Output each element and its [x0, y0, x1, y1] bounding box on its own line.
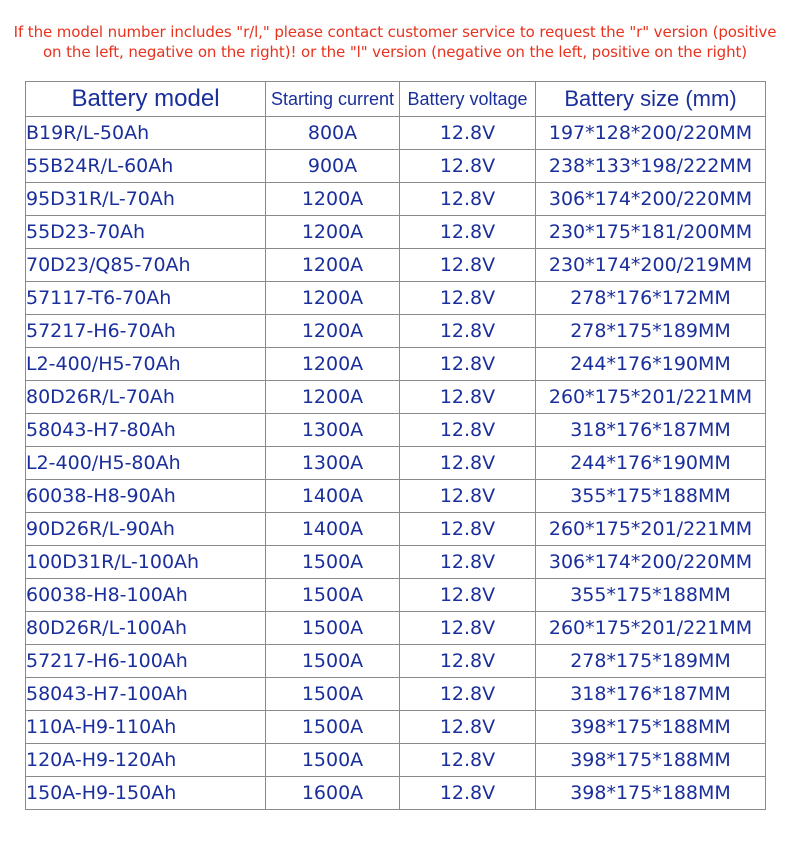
cell-battery-voltage: 12.8V	[400, 348, 536, 381]
header-battery-model: Battery model	[26, 82, 266, 117]
cell-starting-current: 1200A	[266, 249, 400, 282]
cell-starting-current: 1200A	[266, 381, 400, 414]
cell-starting-current: 1400A	[266, 513, 400, 546]
cell-battery-voltage: 12.8V	[400, 282, 536, 315]
header-battery-size: Battery size (mm)	[536, 82, 766, 117]
cell-battery-model: 80D26R/L-100Ah	[26, 612, 266, 645]
table-row	[26, 150, 766, 183]
cell-battery-voltage: 12.8V	[400, 447, 536, 480]
table-row	[26, 546, 766, 579]
table-row	[26, 216, 766, 249]
table-row	[26, 183, 766, 216]
cell-starting-current: 1500A	[266, 612, 400, 645]
header-starting-current: Starting current	[266, 82, 400, 117]
cell-starting-current: 1300A	[266, 414, 400, 447]
cell-battery-voltage: 12.8V	[400, 315, 536, 348]
table-row	[26, 249, 766, 282]
cell-starting-current: 1500A	[266, 744, 400, 777]
cell-battery-size: 244*176*190MM	[536, 348, 766, 381]
cell-battery-model: 70D23/Q85-70Ah	[26, 249, 266, 282]
cell-battery-size: 260*175*201/221MM	[536, 513, 766, 546]
cell-starting-current: 1200A	[266, 183, 400, 216]
cell-battery-voltage: 12.8V	[400, 579, 536, 612]
cell-battery-voltage: 12.8V	[400, 513, 536, 546]
table-body	[26, 117, 766, 810]
table-row	[26, 678, 766, 711]
cell-battery-model: 55D23-70Ah	[26, 216, 266, 249]
cell-battery-voltage: 12.8V	[400, 414, 536, 447]
cell-battery-voltage: 12.8V	[400, 612, 536, 645]
cell-starting-current: 1200A	[266, 282, 400, 315]
table-row	[26, 744, 766, 777]
cell-battery-voltage: 12.8V	[400, 183, 536, 216]
table-row	[26, 315, 766, 348]
table-row	[26, 117, 766, 150]
cell-starting-current: 1500A	[266, 579, 400, 612]
cell-battery-size: 278*175*189MM	[536, 645, 766, 678]
cell-starting-current: 1600A	[266, 777, 400, 810]
customer-service-notice	[0, 22, 790, 62]
cell-starting-current: 1500A	[266, 546, 400, 579]
cell-battery-model: B19R/L-50Ah	[26, 117, 266, 150]
cell-battery-size: 398*175*188MM	[536, 744, 766, 777]
cell-battery-model: 95D31R/L-70Ah	[26, 183, 266, 216]
cell-battery-model: 60038-H8-100Ah	[26, 579, 266, 612]
cell-starting-current: 1500A	[266, 678, 400, 711]
cell-battery-voltage: 12.8V	[400, 711, 536, 744]
cell-battery-voltage: 12.8V	[400, 678, 536, 711]
table-row	[26, 777, 766, 810]
cell-battery-size: 244*176*190MM	[536, 447, 766, 480]
cell-battery-voltage: 12.8V	[400, 249, 536, 282]
cell-battery-model: 150A-H9-150Ah	[26, 777, 266, 810]
table-row	[26, 348, 766, 381]
cell-battery-model: 110A-H9-110Ah	[26, 711, 266, 744]
cell-battery-model: 100D31R/L-100Ah	[26, 546, 266, 579]
table-row	[26, 513, 766, 546]
cell-starting-current: 1200A	[266, 315, 400, 348]
table-row	[26, 645, 766, 678]
cell-battery-size: 355*175*188MM	[536, 480, 766, 513]
table-row	[26, 282, 766, 315]
cell-battery-size: 260*175*201/221MM	[536, 612, 766, 645]
cell-starting-current: 1200A	[266, 216, 400, 249]
cell-battery-model: 120A-H9-120Ah	[26, 744, 266, 777]
cell-starting-current: 900A	[266, 150, 400, 183]
cell-battery-size: 306*174*200/220MM	[536, 546, 766, 579]
table-row	[26, 414, 766, 447]
battery-spec-table	[25, 81, 766, 810]
cell-battery-size: 398*175*188MM	[536, 711, 766, 744]
cell-battery-model: 57217-H6-100Ah	[26, 645, 266, 678]
table-row	[26, 381, 766, 414]
table-row	[26, 480, 766, 513]
cell-battery-voltage: 12.8V	[400, 381, 536, 414]
cell-battery-size: 306*174*200/220MM	[536, 183, 766, 216]
cell-battery-size: 398*175*188MM	[536, 777, 766, 810]
cell-starting-current: 1400A	[266, 480, 400, 513]
table-row	[26, 447, 766, 480]
cell-battery-model: 57117-T6-70Ah	[26, 282, 266, 315]
cell-battery-model: L2-400/H5-80Ah	[26, 447, 266, 480]
notice-line-1: If the model number includes "r/l," please contact customer service to request the "r" version (positive	[13, 23, 777, 41]
cell-battery-size: 238*133*198/222MM	[536, 150, 766, 183]
cell-starting-current: 1300A	[266, 447, 400, 480]
cell-starting-current: 1500A	[266, 711, 400, 744]
cell-starting-current: 1500A	[266, 645, 400, 678]
cell-battery-model: 60038-H8-90Ah	[26, 480, 266, 513]
cell-battery-size: 197*128*200/220MM	[536, 117, 766, 150]
table-row	[26, 612, 766, 645]
cell-battery-size: 230*175*181/200MM	[536, 216, 766, 249]
table-row	[26, 711, 766, 744]
cell-battery-voltage: 12.8V	[400, 117, 536, 150]
cell-battery-model: L2-400/H5-70Ah	[26, 348, 266, 381]
cell-starting-current: 1200A	[266, 348, 400, 381]
cell-battery-model: 90D26R/L-90Ah	[26, 513, 266, 546]
cell-battery-size: 318*176*187MM	[536, 678, 766, 711]
notice-line-2: on the left, negative on the right)! or the "l" version (negative on the left, positive on the right)	[42, 43, 748, 61]
cell-battery-voltage: 12.8V	[400, 777, 536, 810]
cell-battery-size: 278*175*189MM	[536, 315, 766, 348]
cell-battery-size: 230*174*200/219MM	[536, 249, 766, 282]
cell-battery-voltage: 12.8V	[400, 150, 536, 183]
cell-battery-size: 260*175*201/221MM	[536, 381, 766, 414]
cell-battery-model: 80D26R/L-70Ah	[26, 381, 266, 414]
header-battery-voltage: Battery voltage	[400, 82, 536, 117]
table-row	[26, 579, 766, 612]
table-header-row	[26, 82, 766, 117]
cell-battery-voltage: 12.8V	[400, 546, 536, 579]
cell-battery-voltage: 12.8V	[400, 480, 536, 513]
cell-battery-voltage: 12.8V	[400, 216, 536, 249]
cell-battery-model: 58043-H7-80Ah	[26, 414, 266, 447]
cell-battery-voltage: 12.8V	[400, 744, 536, 777]
cell-battery-model: 57217-H6-70Ah	[26, 315, 266, 348]
cell-starting-current: 800A	[266, 117, 400, 150]
cell-battery-model: 55B24R/L-60Ah	[26, 150, 266, 183]
cell-battery-size: 278*176*172MM	[536, 282, 766, 315]
cell-battery-voltage: 12.8V	[400, 645, 536, 678]
cell-battery-size: 355*175*188MM	[536, 579, 766, 612]
cell-battery-model: 58043-H7-100Ah	[26, 678, 266, 711]
cell-battery-size: 318*176*187MM	[536, 414, 766, 447]
